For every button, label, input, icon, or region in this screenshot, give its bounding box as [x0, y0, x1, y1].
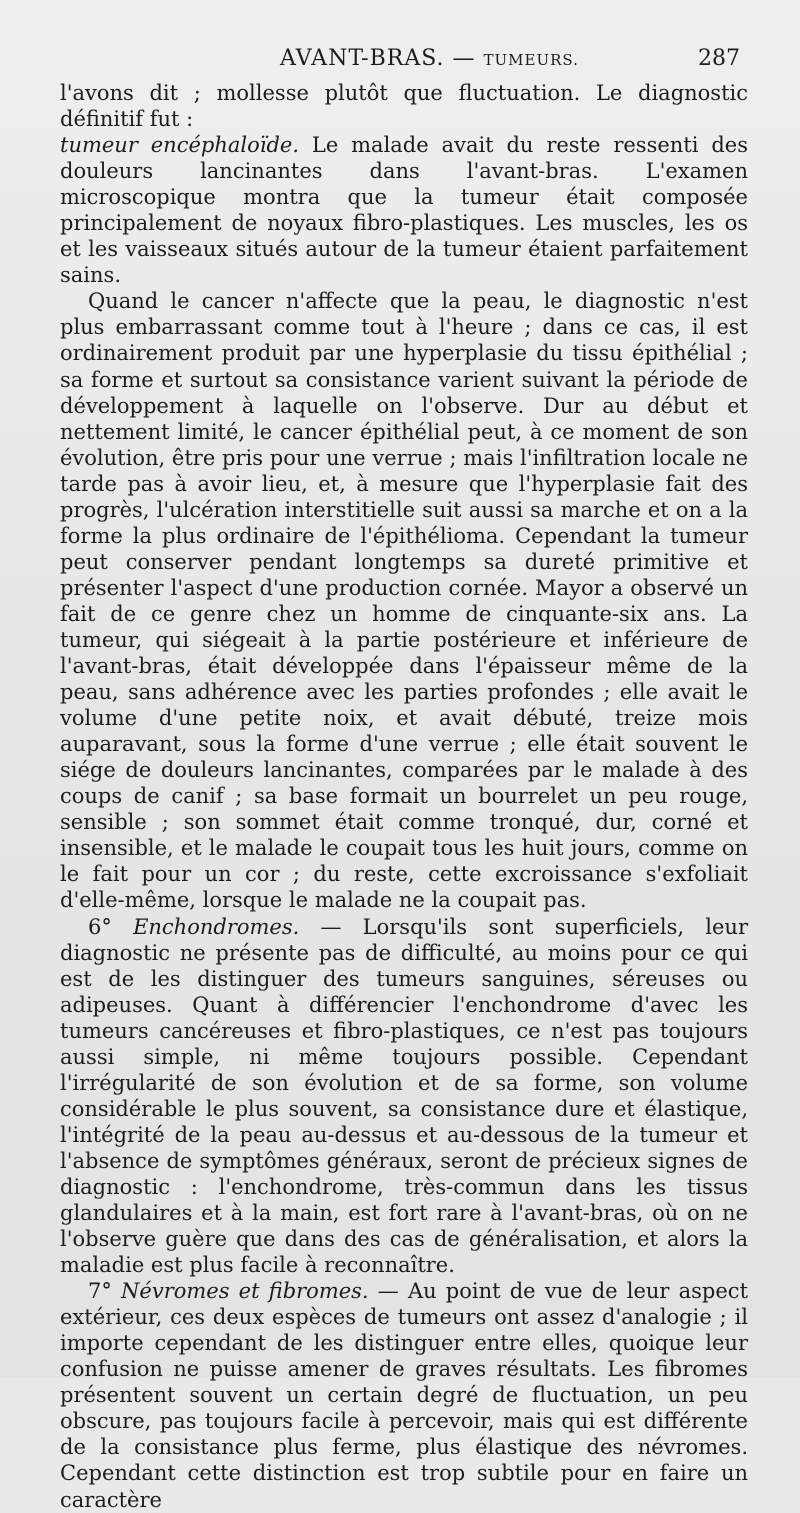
- running-title-main: AVANT-BRAS.: [280, 46, 445, 71]
- section-heading: Enchondromes.: [133, 914, 300, 939]
- paragraph-continuation: [60, 80, 748, 288]
- section-heading: Névromes et fibromes.: [121, 1279, 369, 1304]
- paragraph-text: Quand le cancer n'affecte que la peau, le diagnostic n'est plus embarrassant comme tout à l'heure ; dans ce cas, il est ordinairement produit par une hyperplasie du tissu épithélial ; sa forme et surtout sa consistance varient suivant la période de développement à laquelle on l'observe. Dur au début et nettement limité, le cancer épithélial peut, à ce moment de son évolution, être pris pour une verrue ; mais l'infiltration locale ne tarde pas à avoir lieu, et, à mesure que l'hyperplasie fait des progrès, l'ulcération interstitielle suit aussi sa marche et on a la forme la plus ordinaire de l'épithélioma. Cependant la tumeur peut conserver pendant longtemps sa dureté primitive et présenter l'aspect d'une production cornée. Mayor a observé un fait de ce genre chez un homme de cinquante-six ans. La tumeur, qui siégeait à la partie postérieure et inférieure de l'avant-bras, était développée dans l'épaisseur même de la peau, sans adhérence avec les parties profondes ; elle avait le volume d'une petite noix, et avait débuté, treize mois auparavant, sous la forme d'une verrue ; elle était souvent le siége de douleurs lancinantes, comparées par le malade à des coups de canif ; sa base formait un bourrelet un peu rouge, sensible ; son sommet était comme tronqué, dur, corné et insensible, et le malade le coupait tous les huit jours, comme on le fait pour un cor ; du reste, cette excroissance s'exfoliait d'elle-même, lorsque le malade ne la coupait pas.: [60, 289, 748, 913]
- body-text: [60, 80, 748, 1513]
- paragraph-text: l'avons dit ; mollesse plutôt que fluctuation. Le diagnostic définitif fut :: [60, 81, 748, 132]
- paragraph-text: — Au point de vue de leur aspect extérieur, ces deux espèces de tumeurs ont assez d'analogie ; il importe cependant de les distinguer entre elles, quoique leur confusion ne puisse amener de graves résultats. Les fibromes présentent souvent un certain degré de fluctuation, un peu obscure, pas toujours facile à percevoir, mais qui est différente de la consistance plus ferme, plus élastique des névromes. Cependant cette distinction est trop subtile pour en faire un caractère: [60, 1279, 749, 1512]
- running-title-dash: —: [452, 46, 476, 71]
- paragraph-enchondromes: [60, 914, 748, 1279]
- paragraph-skin-cancer: [60, 288, 748, 913]
- running-title-section: TUMEURS.: [483, 51, 579, 69]
- diagnosis-italic: tumeur encéphaloïde.: [60, 133, 299, 158]
- running-header: [60, 46, 750, 80]
- section-number: 7°: [88, 1279, 122, 1304]
- paragraph-text: Le malade avait du reste ressenti des douleurs lancinantes dans l'avant-bras. L'examen microscopique montra que la tumeur était composée principalement de noyaux fibro-plastiques. Les muscles, les os et les vaisseaux situés autour de la tumeur étaient parfaitement sains.: [60, 133, 748, 288]
- paragraph-nevromes: [60, 1278, 748, 1512]
- section-number: 6°: [88, 914, 134, 939]
- running-title: [280, 46, 579, 71]
- page-number: 287: [698, 46, 740, 71]
- paragraph-text: — Lorsqu'ils sont superficiels, leur diagnostic ne présente pas de difficulté, au moins pour ce qui est de les distinguer des tumeurs sanguines, séreuses ou adipeuses. Quant à différencier l'enchondrome d'avec les tumeurs cancéreuses et fibro-plastiques, ce n'est pas toujours aussi simple, ni même toujours possible. Cependant l'irrégularité de son évolution et de sa forme, son volume considérable le plus souvent, sa consistance dure et élastique, l'intégrité de la peau au-dessus et au-dessous de la tumeur et l'absence de symptômes généraux, seront de précieux signes de diagnostic : l'enchondrome, très-commun dans les tissus glandulaires et à la main, est fort rare à l'avant-bras, où on ne l'observe guère que dans des cas de généralisation, et alors la maladie est plus facile à reconnaître.: [60, 914, 748, 1278]
